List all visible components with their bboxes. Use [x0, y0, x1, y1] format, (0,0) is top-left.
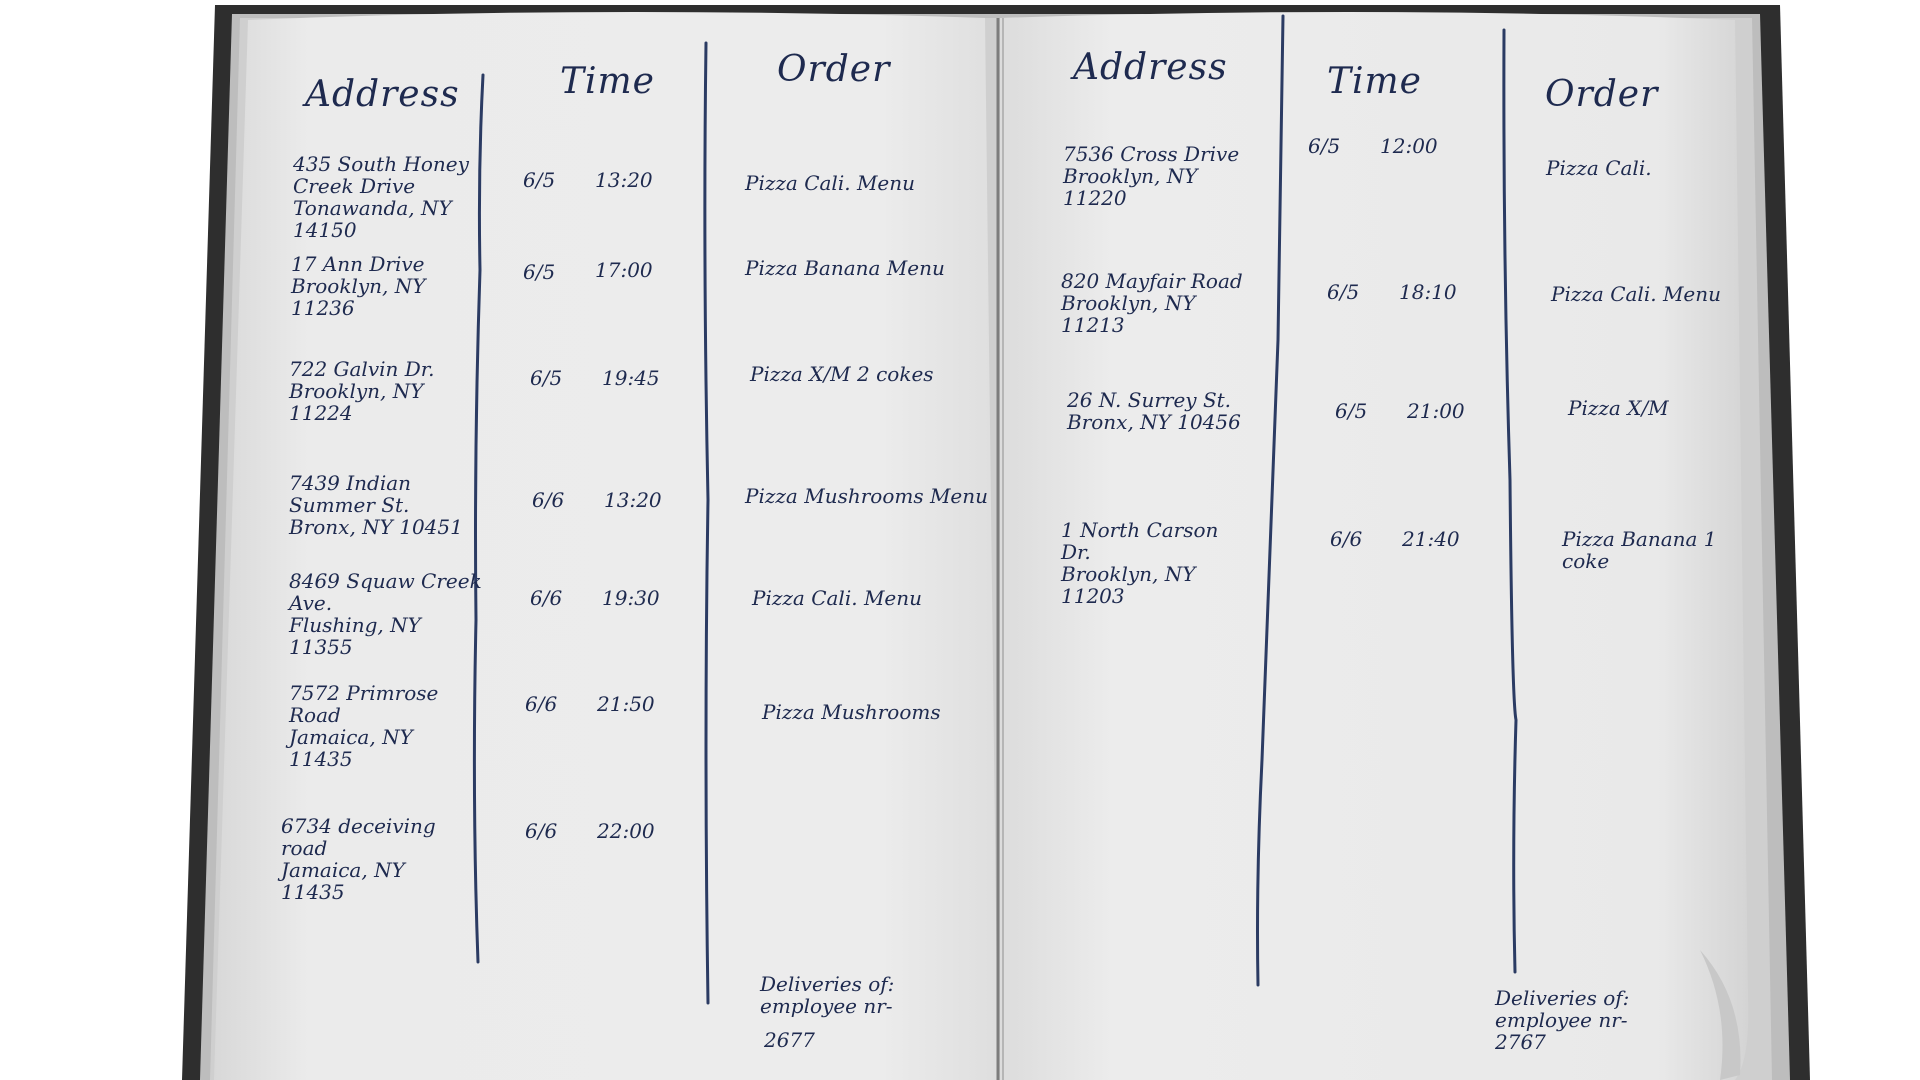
right-row-2-address: 820 Mayfair Road Brooklyn, NY 11213 [1061, 269, 1243, 337]
left-row-3-time: 19:45 [602, 366, 660, 390]
right-row-4-time: 21:40 [1402, 527, 1460, 551]
left-row-3-order: Pizza X/M 2 cokes [750, 362, 934, 386]
left-row-6-time: 21:50 [597, 692, 655, 716]
right-row-4-order: Pizza Banana 1 coke [1562, 527, 1717, 573]
left-row-7-time: 22:00 [597, 819, 655, 843]
left-row-2-order: Pizza Banana Menu [745, 256, 945, 280]
right-footer-line2: employee nr- [1495, 1008, 1628, 1032]
left-row-4-address: 7439 Indian Summer St. Bronx, NY 10451 [289, 471, 463, 539]
left-footer-line1: Deliveries of: [760, 972, 895, 996]
right-row-3-address: 26 N. Surrey St. Bronx, NY 10456 [1067, 388, 1241, 434]
left-row-3-date: 6/5 [530, 366, 563, 390]
right-row-3-order: Pizza X/M [1568, 396, 1669, 420]
right-row-2-date: 6/5 [1327, 280, 1360, 304]
right-row-3-time: 21:00 [1407, 399, 1465, 423]
left-row-2-time: 17:00 [595, 258, 653, 282]
right-row-1-order: Pizza Cali. [1546, 156, 1652, 180]
left-row-6-date: 6/6 [525, 692, 558, 716]
right-footer-line1: Deliveries of: [1495, 986, 1630, 1010]
right-row-4-date: 6/6 [1330, 527, 1363, 551]
left-row-1-time: 13:20 [595, 168, 653, 192]
left-header-address: Address [305, 74, 460, 115]
right-header-time: Time [1327, 61, 1422, 102]
left-row-6-address: 7572 Primrose Road Jamaica, NY 11435 [289, 681, 439, 771]
left-row-7-address: 6734 deceiving road Jamaica, NY 11435 [281, 814, 436, 904]
left-row-2-address: 17 Ann Drive Brooklyn, NY 11236 [291, 252, 426, 320]
left-row-4-order: Pizza Mushrooms Menu [745, 484, 989, 508]
right-row-1-time: 12:00 [1380, 134, 1438, 158]
left-footer-line2: employee nr- [760, 994, 893, 1018]
left-row-4-time: 13:20 [604, 488, 662, 512]
left-footer [760, 973, 894, 1051]
left-row-1-date: 6/5 [523, 168, 556, 192]
right-header-address: Address [1073, 47, 1228, 88]
right-footer-number: 2767 [1495, 1030, 1546, 1054]
right-row-1-date: 6/5 [1308, 134, 1341, 158]
left-row-3-address: 722 Galvin Dr. Brooklyn, NY 11224 [289, 357, 435, 425]
left-row-5-date: 6/6 [530, 586, 563, 610]
right-row-2-order: Pizza Cali. Menu [1551, 282, 1722, 306]
left-row-1-address: 435 South Honey Creek Drive Tonawanda, NY 14150 [293, 152, 469, 242]
left-row-5-address: 8469 Squaw Creek Ave. Flushing, NY 11355 [289, 569, 482, 659]
left-row-4-date: 6/6 [532, 488, 565, 512]
left-row-2-date: 6/5 [523, 260, 556, 284]
right-row-2-time: 18:10 [1399, 280, 1457, 304]
left-row-5-order: Pizza Cali. Menu [752, 586, 923, 610]
right-row-4-address: 1 North Carson Dr. Brooklyn, NY 11203 [1061, 518, 1219, 608]
right-row-1-address: 7536 Cross Drive Brooklyn, NY 11220 [1063, 142, 1240, 210]
left-row-1-order: Pizza Cali. Menu [745, 171, 916, 195]
left-header-order: Order [777, 49, 891, 90]
right-row-3-date: 6/5 [1335, 399, 1368, 423]
left-row-6-order: Pizza Mushrooms [762, 700, 941, 724]
left-row-5-time: 19:30 [602, 586, 660, 610]
left-footer-number: 2677 [764, 1028, 815, 1052]
left-row-7-date: 6/6 [525, 819, 558, 843]
right-footer [1495, 987, 1629, 1053]
left-header-time: Time [560, 61, 655, 102]
right-header-order: Order [1545, 74, 1659, 115]
